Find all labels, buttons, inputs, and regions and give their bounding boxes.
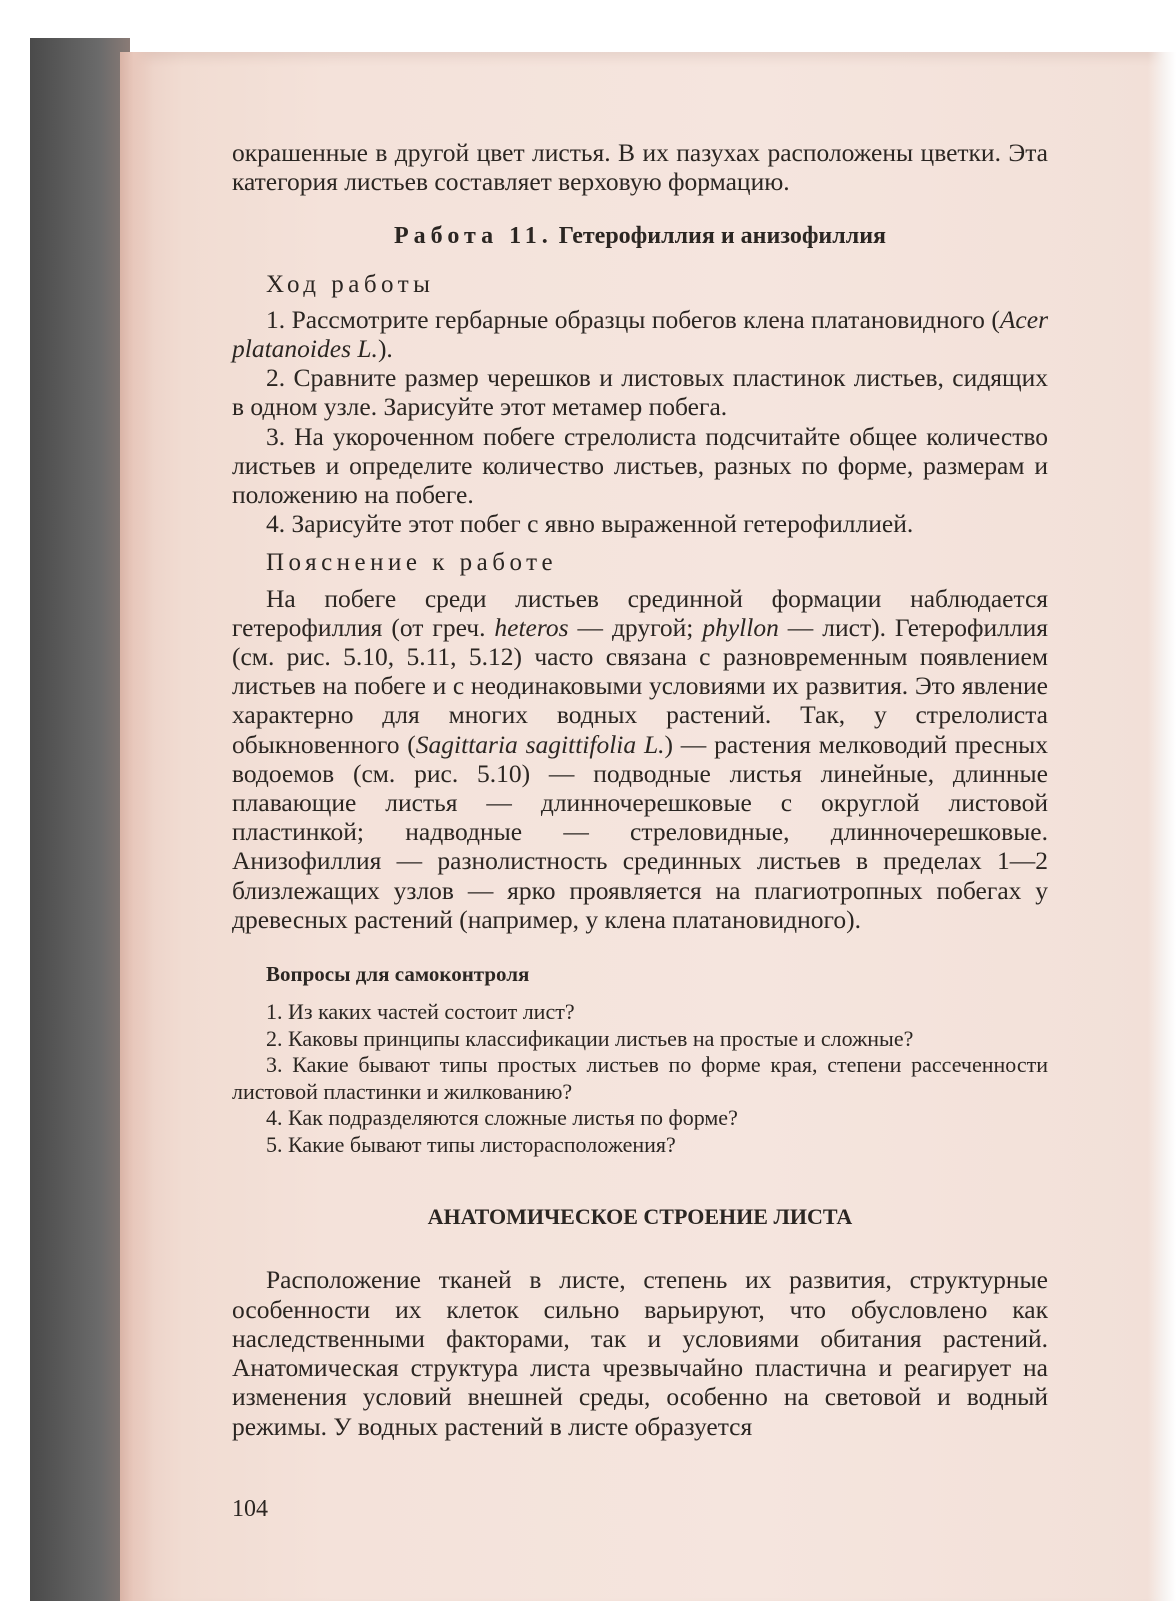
work-title-label: Работа 11. (393, 223, 553, 250)
page-right-margin (1148, 52, 1176, 1601)
question-item: 3. Какие бывают типы простых листьев по форме края, степени рассеченности листовой пластинки и жилкованию? (232, 1052, 1048, 1104)
latin-name: Sagittaria sagittifolia L. (415, 729, 665, 759)
procedure-heading: Ход работы (266, 270, 435, 298)
question-item: 2. Каковы принципы классификации листьев на простые и сложные? (266, 1025, 914, 1051)
explanation-heading: Пояснение к работе (266, 549, 558, 577)
book-binding-shadow (30, 38, 130, 1601)
procedure-step-3: 3. На укороченном побеге стрелолиста подсчитайте общее количество листьев и определите количество листьев, разных по форме, размерам и положению на побеге. (232, 421, 1048, 510)
page-number: 104 (232, 1496, 268, 1522)
procedure-step-text: 1. Рассмотрите гербарные образцы побегов клена платановидного ( (266, 304, 1000, 334)
explanation-text: — лист). Гетерофиллия (см. рис. 5.10, 5.11, 5.12) часто связана с разновременным появлением листьев на побеге и с неодинаковыми условиями их развития. Это явление характерно для многих водных растений. Так, у стрелолиста обыкновенного ( (232, 612, 1048, 759)
explanation-text: — другой; (568, 612, 703, 642)
explanation-text: ) — растения мелководий пресных водоемов (см. рис. 5.10) — подводные листья линейные, длинные плавающие листья — длинночерешковые с округлой листовой пластинкой; надводные — стреловидные, длинночерешковые. Анизофиллия — разнолистность срединных листьев в пределах 1—2 близлежащих узлов — ярко проявляется на плагиотропных побегах у древесных растений (например, у клена платановидного). (232, 729, 1048, 934)
procedure-step-1 (232, 305, 1048, 363)
procedure-step-2: 2. Сравните размер черешков и листовых пластинок листьев, сидящих в одном узле. Зарисуйте этот метамер побега. (232, 363, 1048, 422)
questions-heading: Вопросы для самоконтроля (266, 962, 530, 987)
latin-name: Acer platanoides L. (232, 304, 1048, 364)
work-title (232, 222, 1048, 251)
greek-term: heteros (494, 612, 569, 642)
page-edge (120, 52, 154, 1601)
question-item: 4. Как подразделяются сложные листья по форме? (266, 1105, 738, 1131)
intro-paragraph: окрашенные в другой цвет листья. В их пазухах расположены цветки. Эта категория листьев составляет верховую формацию. (232, 138, 1048, 197)
procedure-step-text: ). (377, 334, 393, 364)
question-item: 5. Какие бывают типы листорасположения? (266, 1131, 676, 1157)
procedure-step-4: 4. Зарисуйте этот побег с явно выраженной гетерофиллией. (266, 509, 914, 539)
page-text (232, 138, 1048, 1441)
explanation-paragraph (232, 584, 1048, 934)
section-heading: АНАТОМИЧЕСКОЕ СТРОЕНИЕ ЛИСТА (427, 1204, 853, 1230)
explanation-text: На побеге среди листьев срединной формации наблюдается гетерофиллия (от греч. (232, 583, 1048, 642)
greek-term: phyllon (702, 612, 779, 642)
section-paragraph: Расположение тканей в листе, степень их развития, структурные особенности их клеток сильно варьируют, что обусловлено как наследственными факторами, так и условиями обитания растений. Анатомическая структура листа чрезвычайно пластична и реагирует на изменения условий внешней среды, особенно на световой и водный режимы. У водных растений в листе образуется (232, 1265, 1048, 1441)
work-title-name: Гетерофиллия и анизофиллия (558, 223, 887, 250)
question-item: 1. Из каких частей состоит лист? (266, 999, 575, 1025)
